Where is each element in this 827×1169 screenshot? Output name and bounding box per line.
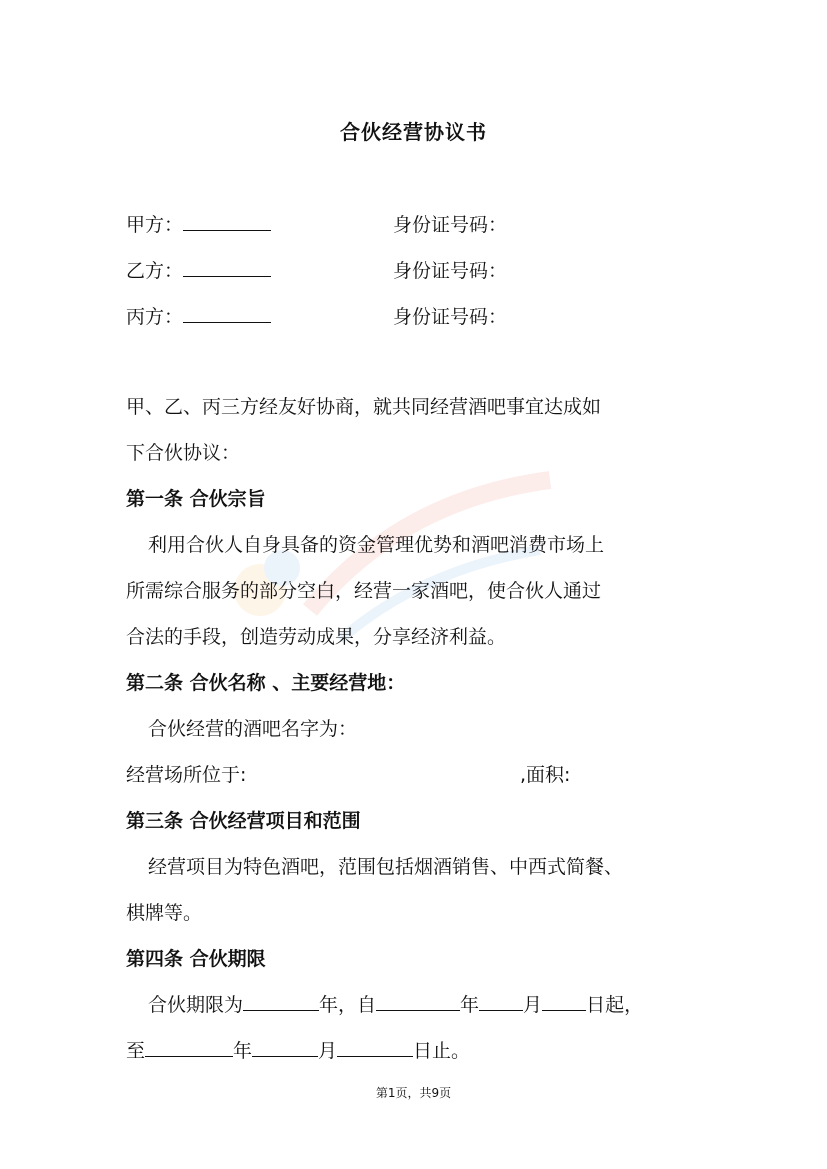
party-a-id-label: 身份证号码： bbox=[393, 214, 508, 236]
party-row-a bbox=[126, 210, 271, 237]
term-label: 合伙期限为 bbox=[148, 994, 244, 1016]
party-c-blank bbox=[183, 304, 271, 323]
term-from-label: 年，自 bbox=[319, 994, 377, 1016]
party-row-c bbox=[126, 302, 271, 329]
article-4-line-1 bbox=[148, 990, 643, 1017]
party-c-label: 丙方： bbox=[126, 306, 184, 328]
article-4-heading: 第四条 合伙期限 bbox=[126, 948, 266, 970]
article-3-heading: 第三条 合伙经营项目和范围 bbox=[126, 810, 361, 832]
article-1-heading: 第一条 合伙宗旨 bbox=[126, 488, 266, 510]
page-footer: 第1页，共9页 bbox=[375, 1086, 452, 1100]
start-year-blank bbox=[376, 992, 460, 1011]
end-day-unit: 日止。 bbox=[413, 1040, 471, 1062]
intro-line-2: 下合伙协议： bbox=[126, 442, 241, 464]
article-1-line-3: 合法的手段，创造劳动成果，分享经济利益。 bbox=[126, 626, 507, 648]
end-day-blank bbox=[337, 1038, 413, 1057]
intro-line-1: 甲、乙、丙三方经友好协商，就共同经营酒吧事宜达成如 bbox=[126, 396, 602, 418]
start-year-unit: 年 bbox=[460, 994, 480, 1016]
party-c-id-label: 身份证号码： bbox=[393, 306, 508, 328]
party-a-blank bbox=[183, 212, 271, 231]
article-1-line-1: 利用合伙人自身具备的资金管理优势和酒吧消费市场上 bbox=[148, 534, 605, 556]
article-4-line-2 bbox=[126, 1036, 470, 1063]
article-3-line-1: 经营项目为特色酒吧，范围包括烟酒销售、中西式简餐、 bbox=[148, 856, 624, 878]
party-b-label: 乙方： bbox=[126, 260, 184, 282]
document-title: 合伙经营协议书 bbox=[340, 120, 487, 144]
end-month-unit: 月 bbox=[318, 1040, 338, 1062]
end-month-blank bbox=[252, 1038, 318, 1057]
party-row-b bbox=[126, 256, 271, 283]
party-b-blank bbox=[183, 258, 271, 277]
start-month-unit: 月 bbox=[523, 994, 543, 1016]
start-day-unit: 日起， bbox=[586, 994, 644, 1016]
article-2-place-label: 经营场所位于: bbox=[126, 764, 247, 786]
term-years-blank bbox=[243, 992, 319, 1011]
start-day-blank bbox=[542, 992, 586, 1011]
end-year-unit: 年 bbox=[233, 1040, 253, 1062]
article-1-line-2: 所需综合服务的部分空白，经营一家酒吧，使合伙人通过 bbox=[126, 580, 602, 602]
end-year-blank bbox=[145, 1038, 233, 1057]
article-2-area-label: ,面积: bbox=[520, 764, 571, 786]
article-2-heading: 第二条 合伙名称 、主要经营地： bbox=[126, 672, 406, 694]
party-a-label: 甲方： bbox=[126, 214, 184, 236]
party-b-id-label: 身份证号码： bbox=[393, 260, 508, 282]
article-3-line-2: 棋牌等。 bbox=[126, 902, 203, 924]
article-2-name-line: 合伙经营的酒吧名字为： bbox=[148, 718, 358, 740]
start-month-blank bbox=[479, 992, 523, 1011]
end-to-label: 至 bbox=[126, 1040, 146, 1062]
